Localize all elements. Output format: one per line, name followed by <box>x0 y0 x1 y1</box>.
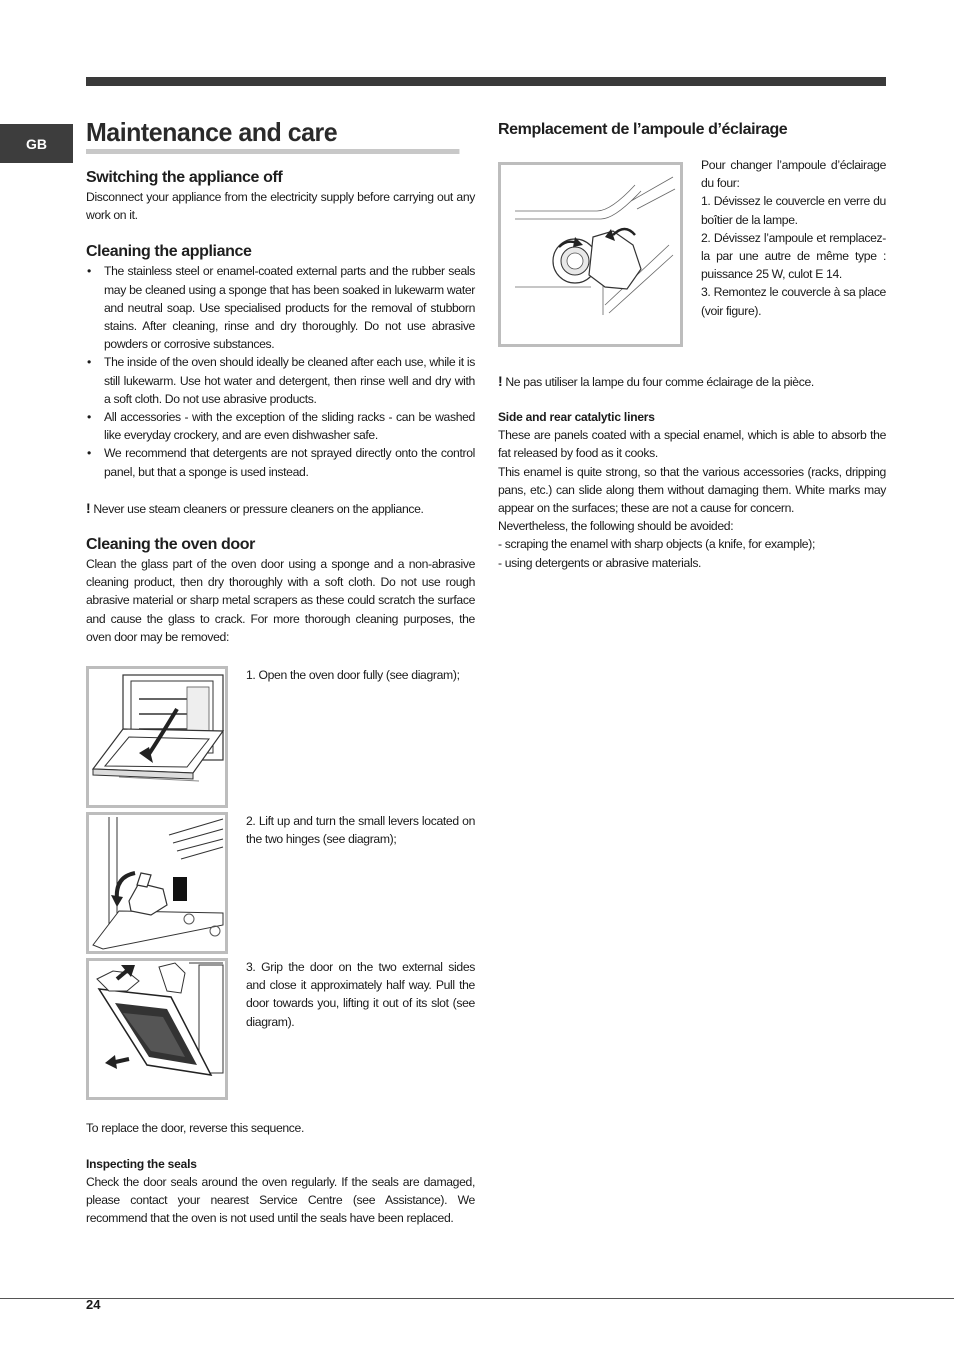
step-text <box>246 666 475 684</box>
section-text: Clean the glass part of the oven door using a sponge and a non-abrasive cleaning product, then dry thoroughly with a soft cloth. Do not use rough abrasive material or sharp metal scrapers as these could scratch the surface and cause the glass to crack. For more thorough cleaning purposes, the oven door may be removed: <box>86 557 475 644</box>
warning-mark: ! <box>86 499 91 516</box>
section-text: Disconnect your appliance from the electricity supply before carrying out any work on it. <box>86 190 475 223</box>
section-text: Nevertheless, the following should be avoided: <box>498 519 734 534</box>
page-number: 24 <box>86 1297 101 1312</box>
lamp-section-body <box>498 158 886 352</box>
section-text: - scraping the enamel with sharp objects (a knife, for example); <box>498 537 815 552</box>
step-label: 3. Grip the door on the two external sides and close it approximately half way. Pull the door towards you, lifting it out of its slot (see diagram). <box>246 960 475 1029</box>
lamp-line: 1. Dévissez le couvercle en verre du boîtier de la lampe. <box>701 194 886 227</box>
warning-text: Ne pas utiliser la lampe du four comme éclairage de la pièce. <box>505 375 814 389</box>
lamp-diagram <box>498 162 683 347</box>
lamp-line: 3. Remontez le couvercle à sa place (voir figure). <box>701 285 886 318</box>
warning-mark: ! <box>498 373 503 389</box>
replace-door-text: To replace the door, reverse this sequence. <box>86 1121 305 1135</box>
lamp-line: Pour changer l’ampoule d’éclairage du four: <box>701 158 886 191</box>
section-heading-lamp: Remplacement de l’ampoule d’éclairage <box>498 121 788 138</box>
lamp-line: 2. Dévissez l’ampoule et remplacez-la par une autre de même type : puissance 25 W, culot E 14. <box>701 230 886 282</box>
section-text: Check the door seals around the oven regularly. If the seals are damaged, please contact your nearest Service Centre (see Assistance). We recommend that the oven is not used until the seals have been replaced. <box>86 1175 475 1226</box>
section-heading: Side and rear catalytic liners <box>498 410 655 425</box>
section-catalytic-liners <box>498 408 886 572</box>
hinge-lever-diagram <box>86 812 228 954</box>
right-column <box>498 116 886 572</box>
section-heading: Cleaning the oven door <box>86 536 255 554</box>
list-item: • All accessories - with the exception of the sliding racks - can be washed like everyday crockery, and are even dishwasher safe. <box>86 408 475 444</box>
door-steps <box>86 0 475 1350</box>
step-text <box>246 812 475 848</box>
list-item: • The inside of the oven should ideally be cleaned after each use, while it is still lukewarm. Use hot water and detergent, then rinse well and dry with a soft cloth. Do not use abrasive products. <box>86 353 475 408</box>
lamp-warning <box>498 372 886 391</box>
step-label: 2. Lift up and turn the small levers located on the two hinges (see diagram); <box>246 814 475 847</box>
section-text: - using detergents or abrasive materials. <box>498 555 702 570</box>
remove-door-diagram <box>86 958 228 1100</box>
list-item: • We recommend that detergents are not sprayed directly onto the control panel, but that a sponge is used instead. <box>86 444 475 480</box>
section-text: These are panels coated with a special enamel, which is able to absorb the fat released by food as it cooks. <box>498 428 886 461</box>
section-heading: Cleaning the appliance <box>86 243 252 261</box>
page-title: Maintenance and care <box>86 116 459 154</box>
section-heading: Inspecting the seals <box>86 1157 197 1171</box>
footer-rule <box>0 1298 954 1299</box>
lamp-instructions <box>701 156 886 320</box>
section-heading: Switching the appliance off <box>86 169 283 186</box>
warning-text: Never use steam cleaners or pressure cleaners on the appliance. <box>93 501 424 516</box>
open-door-diagram <box>86 666 228 808</box>
step-text <box>246 958 475 1031</box>
section-text: This enamel is quite strong, so that the various accessories (racks, dripping pans, etc.) can slide along them without damaging them. White marks may appear on the surfaces; these are not a cause for concern. <box>498 464 886 516</box>
list-item: • The stainless steel or enamel-coated external parts and the rubber seals may be cleaned using a sponge that has been soaked in lukewarm water and neutral soap. Use specialised products for the removal of stubborn stains. After cleaning, rinse and dry thoroughly. Do not use abrasive powders or corrosive substances. <box>86 262 475 353</box>
step-label: 1. Open the oven door fully (see diagram); <box>246 668 460 682</box>
section-inspecting-seals <box>86 1155 475 1228</box>
language-tab: GB <box>0 124 73 163</box>
